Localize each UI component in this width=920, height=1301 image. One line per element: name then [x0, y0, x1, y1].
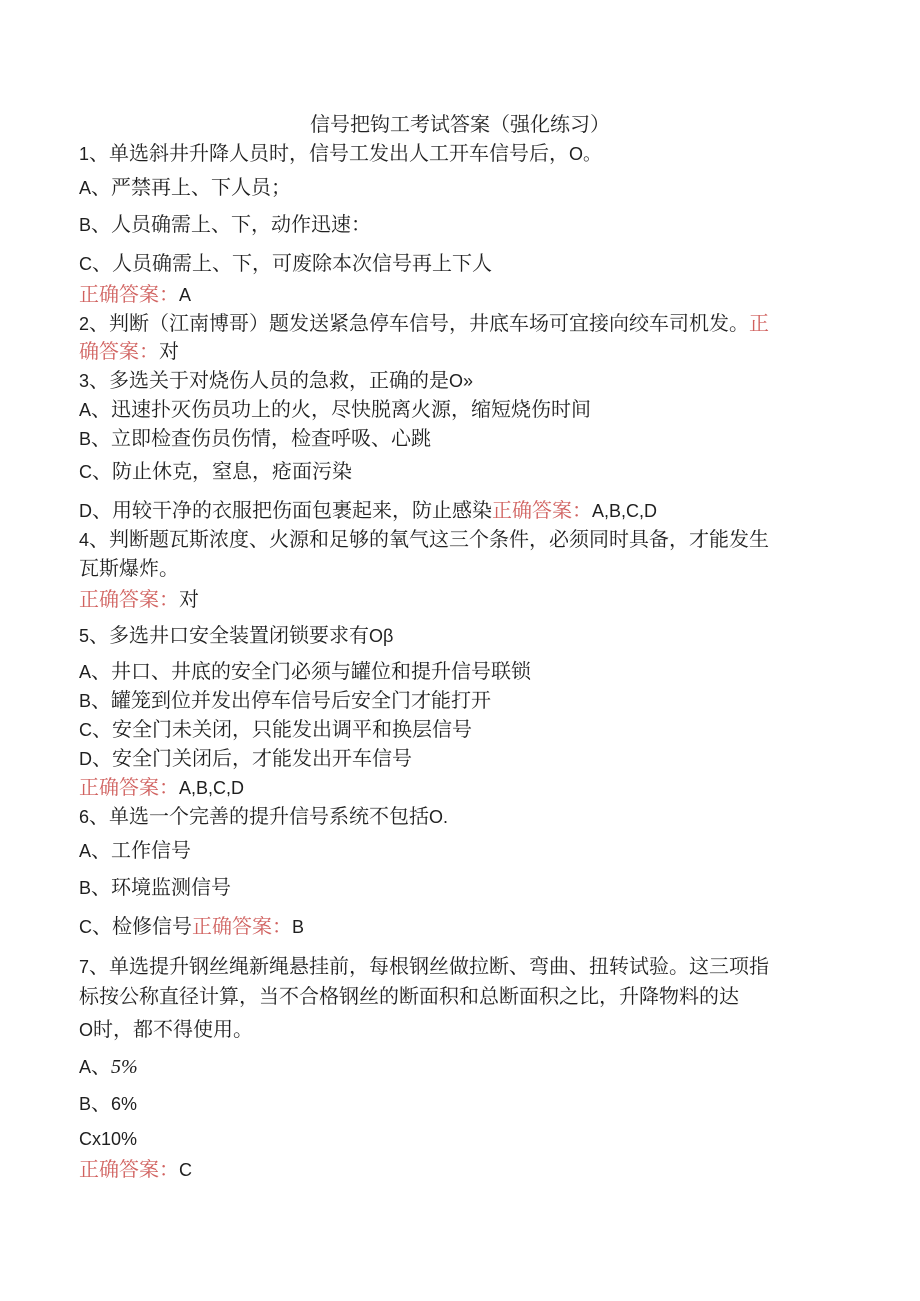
question-text: 、多选井口安全装置闭锁要求有 [89, 623, 370, 647]
option-d [79, 744, 839, 774]
question-number: 7 [79, 957, 90, 977]
question-blank: O. [429, 807, 449, 827]
option-a [79, 657, 839, 687]
question-number: 6 [79, 807, 90, 827]
question-1 [79, 139, 839, 169]
option-letter: C [79, 720, 92, 740]
answer-label-part: 正 [749, 311, 770, 335]
answer-line [79, 337, 839, 366]
option-letter: A [79, 841, 92, 861]
answer-value: A,B,C,D [179, 778, 245, 798]
option-letter: A [79, 662, 92, 682]
option-text: 、环境监测信号 [91, 875, 232, 899]
question-blank: Oβ [369, 626, 394, 646]
option-text: 、 [91, 1091, 112, 1115]
option-b [79, 686, 839, 716]
question-6 [79, 802, 839, 832]
option-text: 、迅速扑灭伤员功上的火，尽快脱离火源，缩短烧伤时间 [91, 397, 592, 421]
option-text: 、用较干净的衣服把伤面包裹起来，防止感染 [92, 498, 492, 522]
question-text: 时，都不得使用。 [93, 1017, 254, 1041]
option-a [79, 173, 839, 203]
question-text: 、单选斜井升降人员时，信号工发出人工开车信号后， [89, 141, 570, 165]
option-letter: B [79, 691, 92, 711]
answer-label: 正确答案： [79, 587, 179, 611]
option-letter: B [79, 1094, 92, 1114]
option-text: 、罐笼到位并发出停车信号后安全门才能打开 [91, 688, 492, 712]
option-b [79, 1089, 839, 1119]
page-title: 信号把钩工考试答案（强化练习） [310, 112, 610, 136]
option-c [79, 249, 839, 279]
option-text: 、防止休克，窒息，疮面污染 [92, 459, 352, 483]
option-letter: B [79, 215, 92, 235]
option-text: 、严禁再上、下人员； [91, 175, 292, 199]
option-c [79, 457, 839, 487]
question-text: 、判断题瓦斯浓度、火源和足够的氧气这三个条件，必须同时具备，才能发生 [89, 527, 770, 551]
option-text: 、安全门关闭后，才能发出开车信号 [92, 746, 412, 770]
option-b [79, 873, 839, 903]
answer-label: 正确答案： [79, 282, 179, 306]
option-text: 、检修信号 [92, 914, 192, 938]
option-a [79, 395, 839, 425]
answer-value: 对 [179, 587, 199, 611]
option-text: 、安全门未关闭，只能发出调平和换层信号 [92, 717, 472, 741]
answer-value: B [292, 917, 305, 937]
option-text: Cx10% [79, 1129, 138, 1149]
question-text: 、多选关于对烧伤人员的急救，正确的是 [89, 368, 450, 392]
option-letter: B [79, 429, 92, 449]
question-7-cont [79, 1015, 839, 1045]
question-number: 4 [79, 530, 90, 550]
option-b [79, 210, 839, 240]
option-d [79, 496, 839, 526]
option-letter: C [79, 462, 92, 482]
question-2 [79, 309, 839, 339]
option-c [79, 1124, 839, 1154]
option-letter: D [79, 749, 92, 769]
option-c [79, 715, 839, 745]
answer-value: A,B,C,D [592, 501, 658, 521]
question-number: 2 [79, 314, 90, 334]
option-letter: A [79, 178, 92, 198]
question-5 [79, 621, 839, 651]
option-text: 、 [91, 1054, 112, 1078]
question-number: 3 [79, 371, 90, 391]
question-7-cont [79, 982, 839, 1011]
option-value: 6% [111, 1094, 138, 1114]
option-letter: B [79, 878, 92, 898]
answer-label: 正确答案： [79, 775, 179, 799]
question-text: 、单选一个完善的提升信号系统不包括 [89, 804, 430, 828]
answer-label: 正确答案： [492, 498, 592, 522]
question-text: 、单选提升钢丝绳新绳悬挂前，每根钢丝做拉断、弯曲、扭转试验。这三项指 [89, 954, 770, 978]
question-blank: O [79, 1020, 94, 1040]
answer-line [79, 280, 839, 310]
question-blank: O» [449, 371, 474, 391]
option-letter: C [79, 917, 92, 937]
question-4-cont [79, 554, 839, 583]
answer-value: 对 [159, 339, 179, 363]
answer-value: A [179, 285, 192, 305]
option-b [79, 424, 839, 454]
answer-line [79, 1155, 839, 1185]
question-text: 瓦斯爆炸。 [79, 556, 179, 580]
option-c [79, 912, 839, 942]
option-text: 、井口、井底的安全门必须与罐位和提升信号联锁 [91, 659, 532, 683]
answer-line [79, 585, 839, 614]
question-number: 1 [79, 144, 90, 164]
question-3 [79, 366, 839, 396]
option-letter: A [79, 400, 92, 420]
question-blank: O。 [569, 144, 602, 164]
answer-label-part: 确答案： [79, 339, 159, 363]
option-letter: C [79, 254, 92, 274]
question-7 [79, 952, 839, 982]
option-text: 、人员确需上、下，动作迅速： [91, 212, 372, 236]
option-a [79, 836, 839, 866]
option-value: 5% [111, 1056, 138, 1078]
answer-line [79, 773, 839, 803]
question-number: 5 [79, 626, 90, 646]
option-text: 、工作信号 [91, 838, 192, 862]
answer-label: 正确答案： [79, 1157, 179, 1181]
option-text: 、人员确需上、下，可废除本次信号再上下人 [92, 251, 492, 275]
answer-value: C [179, 1160, 192, 1180]
option-a [79, 1052, 839, 1082]
option-letter: D [79, 501, 92, 521]
answer-label: 正确答案： [192, 914, 292, 938]
question-text: 、判断（江南博哥）题发送紧急停车信号，井底车场可宜接向绞车司机发。 [89, 311, 750, 335]
option-letter: A [79, 1057, 92, 1077]
question-text: 标按公称直径计算，当不合格钢丝的断面积和总断面积之比，升降物料的达 [79, 984, 739, 1008]
option-text: 、立即检查伤员伤情，检查呼吸、心跳 [91, 426, 432, 450]
question-4 [79, 525, 839, 555]
